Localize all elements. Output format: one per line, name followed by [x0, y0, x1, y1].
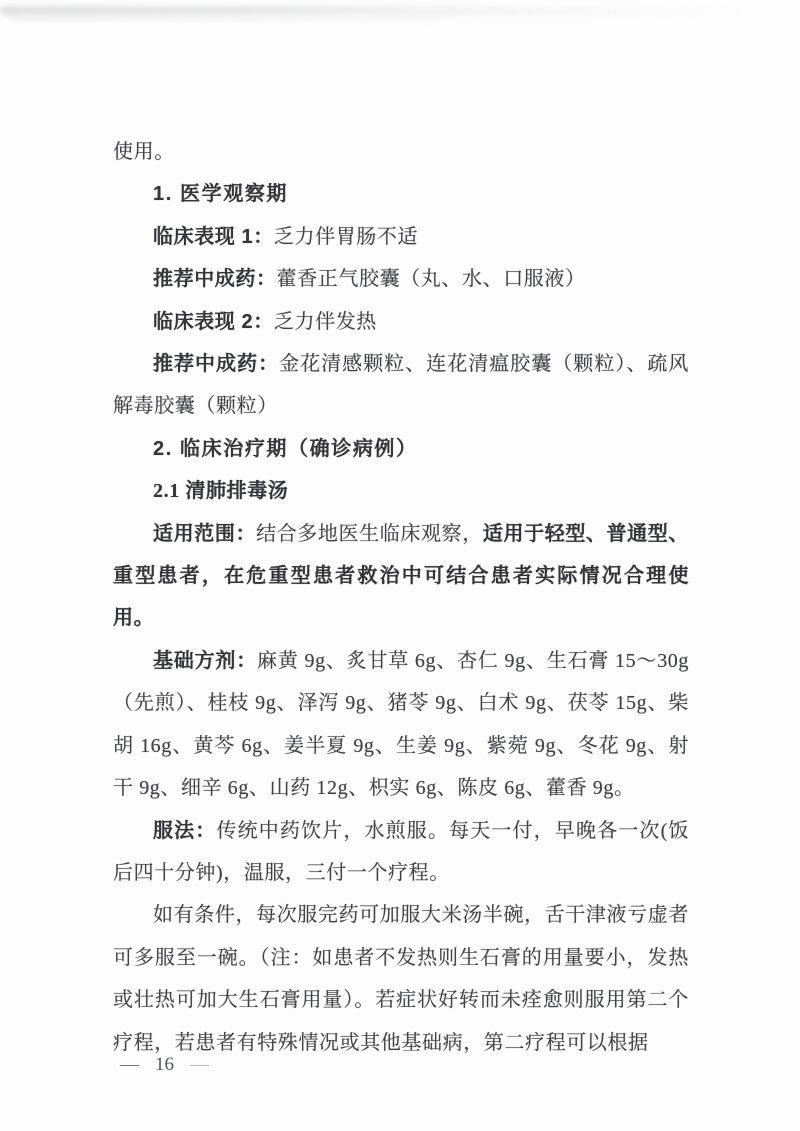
note-text: 如有条件，每次服完药可加服大米汤半碗，舌干津液亏虚者可多服至一碗。（注：如患者不发热则生石膏的用量要小，发热或壮热可加大生石膏用量）。若症状好转而未痊愈则服用第二个疗程，若患者有特殊情况或其他基础病，第二疗程可以根据 — [113, 904, 689, 1054]
heading-text: 1. 医学观察期 — [153, 183, 289, 206]
clinical-1-label: 临床表现 1： — [153, 225, 274, 248]
subsection-heading-qingfei-paidu-decoction — [113, 470, 689, 512]
scope-text-emphasis: 适用于轻型、普通型、重型患者，在危重型患者救治中可结合患者实际情况合理使用。 — [113, 522, 689, 630]
scan-streak-artifact-secondary — [10, 17, 630, 21]
paragraph-usage-note — [113, 894, 689, 1064]
paragraph-base-formula — [113, 640, 689, 810]
scan-streak-artifact — [0, 6, 770, 15]
document-text-block — [113, 131, 689, 1064]
footer-dash-right: — — [190, 1054, 209, 1075]
recommend-2-label: 推荐中成药： — [153, 353, 280, 376]
formula-label: 基础方剂： — [153, 649, 258, 672]
continuation-text: 使用。 — [113, 141, 175, 163]
recommend-2-text: 金花清感颗粒、连花清瘟胶囊（颗粒）、疏风解毒胶囊（颗粒） — [113, 353, 689, 418]
page-footer — [120, 1050, 209, 1080]
formula-text: 麻黄 9g、炙甘草 6g、杏仁 9g、生石膏 15～30g（先煎）、桂枝 9g、泽泻 9g、猪苓 9g、白术 9g、茯苓 15g、柴胡 16g、黄芩 6g、姜半夏 9g、生姜 9g、紫菀 9g、冬花 9g、射干 9g、细辛 6g、山药 12g、枳实 6g、陈皮 6g、藿香 9g。 — [113, 649, 690, 800]
usage-text: 传统中药饮片，水煎服。每天一付，早晚各一次(饭后四十分钟)，温服，三付一个疗程。 — [113, 819, 689, 884]
paragraph-administration-method — [113, 810, 689, 895]
paragraph-clinical-presentation-1 — [113, 216, 689, 258]
clinical-2-text: 乏力伴发热 — [273, 310, 377, 333]
paragraph-applicable-scope — [113, 513, 689, 640]
paragraph-recommended-medicine-2 — [113, 343, 689, 428]
scope-label: 适用范围： — [153, 522, 257, 545]
paragraph-recommended-medicine-1 — [113, 258, 689, 300]
paragraph-continuation — [113, 131, 689, 173]
footer-dash-left: — — [120, 1054, 139, 1075]
recommend-1-label: 推荐中成药： — [153, 268, 277, 291]
heading-text: 2.1 清肺排毒汤 — [153, 480, 289, 503]
page-number: 16 — [155, 1054, 174, 1075]
heading-text: 2. 临床治疗期（确诊病例） — [153, 437, 418, 460]
recommend-1-text: 藿香正气胶囊（丸、水、口服液） — [276, 268, 586, 291]
clinical-2-label: 临床表现 2： — [153, 310, 274, 333]
scope-text-normal: 结合多地医生临床观察， — [256, 522, 483, 545]
clinical-1-text: 乏力伴胃肠不适 — [273, 225, 419, 248]
section-heading-clinical-treatment — [113, 428, 689, 470]
section-heading-medical-observation — [113, 173, 689, 215]
usage-label: 服法： — [153, 819, 217, 842]
paragraph-clinical-presentation-2 — [113, 301, 689, 343]
